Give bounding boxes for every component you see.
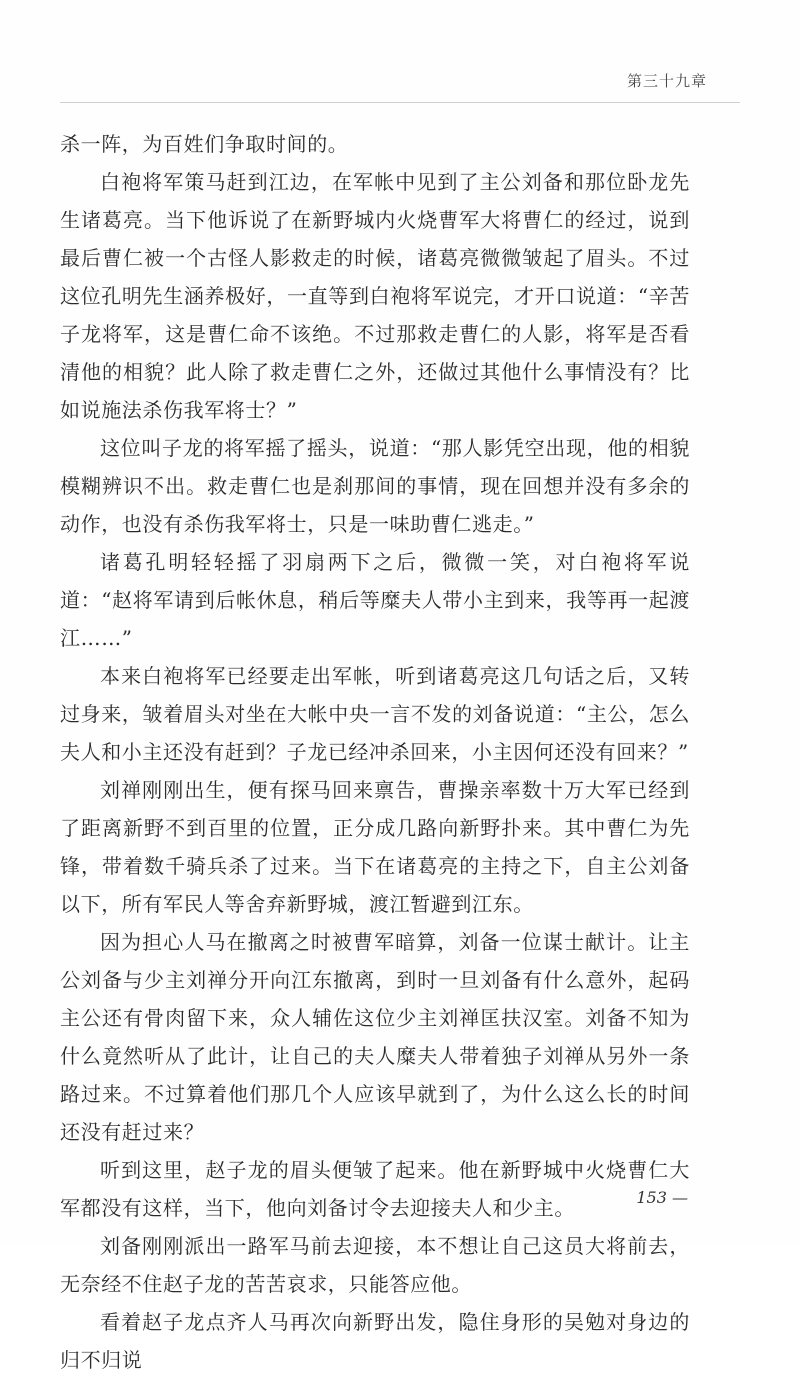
header-divider xyxy=(60,102,740,103)
paragraph: 这位叫子龙的将军摇了摇头，说道：“那人影凭空出现，他的相貌模糊辨识不出。救走曹仁也是刹那间的事情，现在回想并没有多余的动作，也没有杀伤我军将士，只是一味助曹仁逃走。” xyxy=(60,436,690,536)
paragraph: 听到这里，赵子龙的眉头便皱了起来。他在新野城中火烧曹仁大军都没有这样，当下，他向刘备讨令去迎接夫人和少主。 xyxy=(60,1158,690,1220)
paragraph: 本来白袍将军已经要走出军帐，听到诸葛亮这几句话之后，又转过身来，皱着眉头对坐在大帐中央一言不发的刘备说道：“主公，怎么夫人和小主还没有赶到？子龙已经冲杀回来，小主因何还没有回来？” xyxy=(60,664,690,764)
paragraph: 刘禅刚刚出生，便有探马回来禀告，曹操亲率数十万大军已经到了距离新野不到百里的位置，正分成几路向新野扑来。其中曹仁为先锋，带着数千骑兵杀了过来。当下在诸葛亮的主持之下，自主公刘备以下，所有军民人等舍弃新野城，渡江暂避到江东。 xyxy=(60,778,690,916)
chapter-running-header: 第三十九章 xyxy=(626,72,707,90)
paragraph: 刘备刚刚派出一路军马前去迎接，本不想让自己这员大将前去，无奈经不住赵子龙的苦苦哀求，只能答应他。 xyxy=(60,1234,690,1296)
paragraph: 白袍将军策马赶到江边，在军帐中见到了主公刘备和那位卧龙先生诸葛亮。当下他诉说了在新野城内火烧曹军大将曹仁的经过，说到最后曹仁被一个古怪人影救走的时候，诸葛亮微微皱起了眉头。不过这位孔明先生涵养极好，一直等到白袍将军说完，才开口说道：“辛苦子龙将军，这是曹仁命不该绝。不过那救走曹仁的人影，将军是否看清他的相貌？此人除了救走曹仁之外，还做过其他什么事情没有？比如说施法杀伤我军将士？” xyxy=(60,170,690,422)
paragraph: 诸葛孔明轻轻摇了羽扇两下之后，微微一笑，对白袍将军说道：“赵将军请到后帐休息，稍后等糜夫人带小主到来，我等再一起渡江……” xyxy=(60,550,690,650)
body-text xyxy=(60,125,690,1379)
paragraph: 看着赵子龙点齐人马再次向新野出发，隐住身形的吴勉对身边的归不归说 xyxy=(60,1310,690,1372)
paragraph-continuation: 杀一阵，为百姓们争取时间的。 xyxy=(60,132,349,156)
page-number: 153 — xyxy=(636,1188,688,1207)
paragraph: 因为担心人马在撤离之时被曹军暗算，刘备一位谋士献计。让主公刘备与少主刘禅分开向江东撤离，到时一旦刘备有什么意外，起码主公还有骨肉留下来，众人辅佐这位少主刘禅匡扶汉室。刘备不知为什么竟然听从了此计，让自己的夫人糜夫人带着独子刘禅从另外一条路过来。不过算着他们那几个人应该早就到了，为什么这么长的时间还没有赶过来？ xyxy=(60,930,690,1144)
